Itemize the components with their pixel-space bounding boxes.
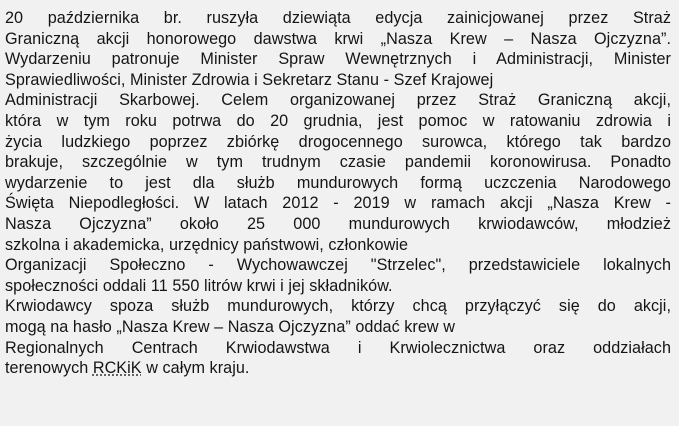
article-line: Sprawiedliwości, Minister Zdrowia i Sekretarz Stanu - Szef Krajowej <box>5 70 494 89</box>
article-line: Regionalnych Centrach Krwiodawstwa i Krwiolecznictwa oraz oddziałach <box>5 338 671 357</box>
article-line: wydarzenie to jest dla służb mundurowych formą uczczenia Narodowego <box>5 173 671 192</box>
article-line: szkolna i akademicka, urzędnicy państwowi, członkowie <box>5 235 409 254</box>
final-line-prefix: terenowych <box>5 359 93 378</box>
article-line: brakuje, szczególnie w tym trudnym czasie pandemii koronowirusa. Ponadto <box>5 153 671 172</box>
article-line: społeczności oddali 11 550 litrów krwi i jej składników. <box>5 276 393 295</box>
article-line: Graniczną akcji honorowego dawstwa krwi „Nasza Krew – Nasza Ojczyzna”. <box>5 29 671 48</box>
article-line: Administracji Skarbowej. Celem organizowanej przez Straż Graniczną akcji, <box>5 91 671 110</box>
article-body <box>5 8 671 379</box>
article-line: Organizacji Społeczno - Wychowawczej "Strzelec", przedstawiciele lokalnych <box>5 256 671 275</box>
final-line-suffix: w całym kraju. <box>141 359 250 378</box>
article-line: mogą na hasło „Nasza Krew – Nasza Ojczyzna” oddać krew w <box>5 317 455 336</box>
article-line: która w tym roku potrwa do 20 grudnia, jest pomoc w ratowaniu zdrowia i <box>5 111 671 130</box>
article-line: Święta Niepodległości. W latach 2012 - 2019 w ramach akcji „Nasza Krew - <box>5 194 671 213</box>
rckik-abbreviation: RCKiK <box>92 359 142 378</box>
article-line: Nasza Ojczyzna” około 25 000 mundurowych krwiodawców, młodzież <box>5 214 671 233</box>
article-final-line <box>5 358 671 379</box>
article-line: Krwiodawcy spoza służb mundurowych, którzy chcą przyłączyć się do akcji, <box>5 297 671 316</box>
article-line: życia ludzkiego poprzez zbiórkę drogocennego surowca, którego tak bardzo <box>5 132 671 151</box>
article-line: Wydarzeniu patronuje Minister Spraw Wewnętrznych i Administracji, Minister <box>5 50 671 69</box>
article-line: 20 października br. ruszyła dziewiąta edycja zainicjowanej przez Straż <box>5 9 671 27</box>
